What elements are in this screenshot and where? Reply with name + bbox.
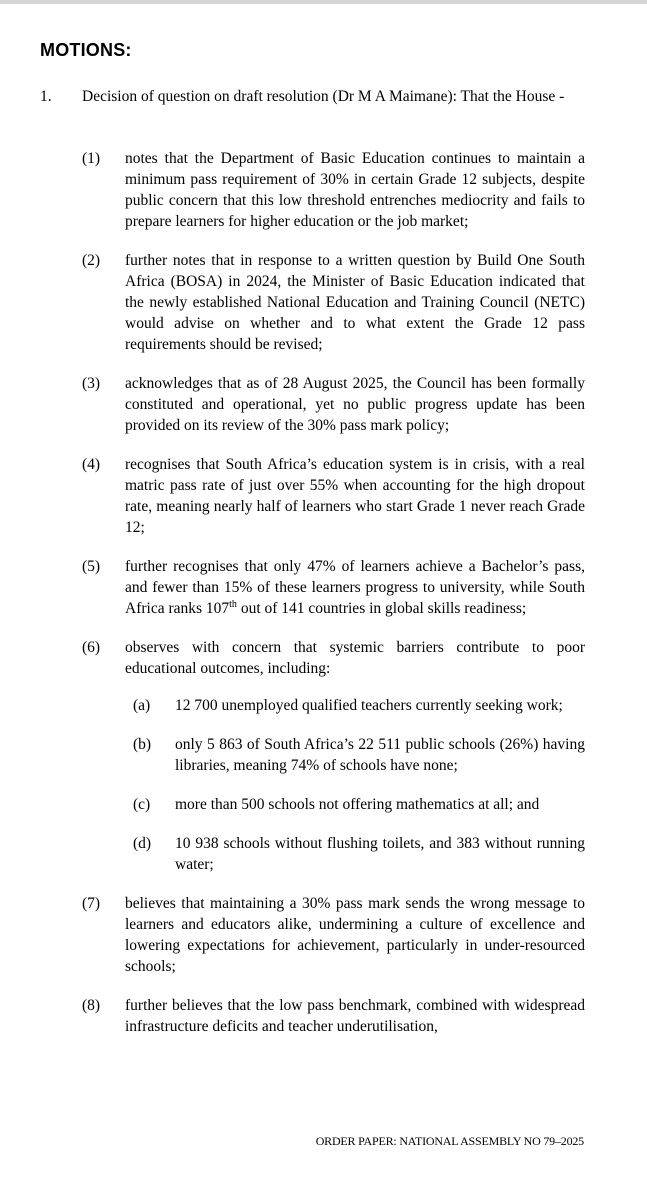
item-text: observes with concern that systemic barriers contribute to poor educational outcomes, including: xyxy=(125,639,585,677)
sub-item xyxy=(133,794,585,815)
sub-item-text: 10 938 schools without flushing toilets, and 383 without running water; xyxy=(175,835,585,873)
motion-item xyxy=(82,556,585,619)
motion-number: 1. xyxy=(40,88,52,105)
motion-item xyxy=(82,148,585,232)
item-text: further believes that the low pass benchmark, combined with widespread infrastructure deficits and teacher underutilisation, xyxy=(125,997,585,1035)
sub-item xyxy=(133,734,585,776)
item-text: recognises that South Africa’s education system is in crisis, with a real matric pass rate of just over 55% when accounting for the high dropout rate, meaning nearly half of learners who start Grade 1 never reach Grade 12; xyxy=(125,456,585,536)
sub-item-text: more than 500 schools not offering mathematics at all; and xyxy=(175,796,540,813)
motion-item xyxy=(82,250,585,355)
item-number: (1) xyxy=(82,150,101,167)
sub-item-letter: (a) xyxy=(133,697,151,714)
item-text: acknowledges that as of 28 August 2025, the Council has been formally constituted and operational, yet no public progress update has been provided on its review of the 30% pass mark policy; xyxy=(125,375,585,434)
sub-item-letter: (b) xyxy=(133,736,152,753)
ordinal-suffix: th xyxy=(229,598,237,610)
motion-item xyxy=(82,373,585,436)
item-text xyxy=(125,556,585,619)
motion-1 xyxy=(40,86,585,107)
top-border xyxy=(0,0,647,4)
item-number: (7) xyxy=(82,895,101,912)
sub-item-letter: (d) xyxy=(133,835,152,852)
item-text: believes that maintaining a 30% pass mark sends the wrong message to learners and educators alike, undermining a culture of excellence and lowering expectations for achievement, particularly in under-resourced schools; xyxy=(125,895,585,975)
sub-item-text: only 5 863 of South Africa’s 22 511 public schools (26%) having libraries, meaning 74% of schools have none; xyxy=(175,736,585,774)
item-number: (2) xyxy=(82,252,101,269)
item-text: further notes that in response to a written question by Build One South Africa (BOSA) in 2024, the Minister of Basic Education indicated that the newly established National Education and Training Council (NETC) would advise on whether and to what extent the Grade 12 pass requirements should be revised; xyxy=(125,252,585,353)
sub-item-letter: (c) xyxy=(133,796,151,813)
motion-intro: Decision of question on draft resolution (Dr M A Maimane): That the House - xyxy=(82,88,565,105)
item-number: (4) xyxy=(82,456,101,473)
item-text: notes that the Department of Basic Education continues to maintain a minimum pass requirement of 30% in certain Grade 12 subjects, despite public concern that this low threshold entrenches mediocrity and fails to prepare learners for higher education or the job market; xyxy=(125,150,585,230)
item-number: (6) xyxy=(82,639,101,656)
item-text-end: out of 141 countries in global skills readiness; xyxy=(236,600,527,617)
motion-item xyxy=(82,995,585,1037)
motion-item xyxy=(82,454,585,538)
section-heading: MOTIONS: xyxy=(40,40,132,60)
item-number: (8) xyxy=(82,997,101,1014)
sub-items xyxy=(133,695,585,875)
motion-items xyxy=(82,148,585,1055)
item-number: (5) xyxy=(82,558,101,575)
item-text-start: further recognises that only 47% of learners achieve a Bachelor’s pass, and fewer than 15% of these learners progress to university, while South Africa ranks 107 xyxy=(125,558,585,617)
sub-item xyxy=(133,695,585,716)
item-number: (3) xyxy=(82,375,101,392)
sub-item xyxy=(133,833,585,875)
motion-item xyxy=(82,637,585,875)
sub-item-text: 12 700 unemployed qualified teachers currently seeking work; xyxy=(175,697,563,714)
page-footer: ORDER PAPER: NATIONAL ASSEMBLY NO 79–2025 xyxy=(315,1134,584,1148)
motion-item xyxy=(82,893,585,977)
